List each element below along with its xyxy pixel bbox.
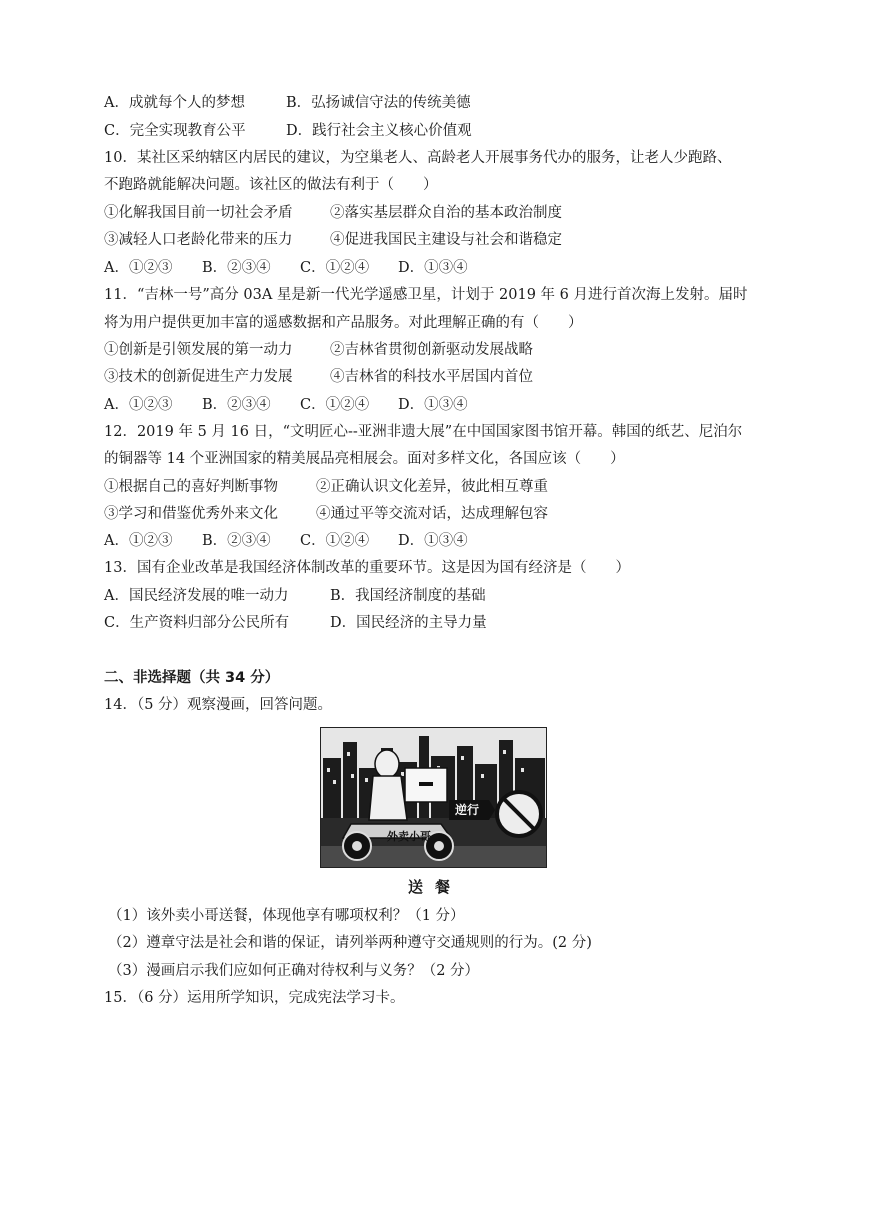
q11-item-4: ④吉林省的科技水平居国内首位 (330, 369, 533, 385)
q13-stem: 13．国有企业改革是我国经济体制改革的重要环节。这是因为国有经济是（ ） (104, 560, 630, 576)
q11-option-a: A．①②③ (104, 397, 173, 413)
q11-option-b: B．②③④ (202, 397, 271, 413)
q12-stem-line-1: 12．2019 年 5 月 16 日，“文明匠心--亚洲非遗大展”在中国国家图书馆开幕。韩国的纸艺、尼泊尔 (104, 424, 743, 440)
q10-option-c: C．①②④ (300, 260, 370, 276)
q11-option-c: C．①②④ (300, 397, 370, 413)
q12-stem-line-2: 的铜器等 14 个亚洲国家的精美展品亮相展会。面对多样文化，各国应该（ ） (104, 451, 625, 467)
q9-option-d: D．践行社会主义核心价值观 (286, 123, 472, 139)
q11-option-d: D．①③④ (398, 397, 468, 413)
q9-option-b: B．弘扬诚信守法的传统美德 (286, 95, 471, 111)
q14-subquestion-3: （3）漫画启示我们应如何正确对待权利与义务？（2 分） (108, 963, 480, 979)
q12-item-2: ②正确认识文化差异，彼此相互尊重 (316, 479, 548, 495)
q10-options-row (104, 258, 468, 278)
q9-option-c: C．完全实现教育公平 (104, 123, 246, 139)
q12-item-3: ③学习和借鉴优秀外来文化 (104, 506, 278, 522)
q11-stem-line-2: 将为用户提供更加丰富的遥感数据和产品服务。对此理解正确的有（ ） (104, 315, 583, 331)
q13-option-c: C．生产资料归部分公民所有 (104, 615, 290, 631)
q12-option-b: B．②③④ (202, 533, 271, 549)
q14-subquestion-2: （2）遵章守法是社会和谐的保证，请列举两种遵守交通规则的行为。(2 分) (108, 935, 592, 951)
q10-option-a: A．①②③ (104, 260, 173, 276)
q13-option-d: D．国民经济的主导力量 (330, 615, 487, 631)
q12-item-1: ①根据自己的喜好判断事物 (104, 479, 278, 495)
q10-item-4: ④促进我国民主建设与社会和谐稳定 (330, 232, 562, 248)
q12-options-row (104, 531, 468, 551)
q14-stem: 14．（5 分）观察漫画，回答问题。 (104, 697, 333, 713)
q13-option-a: A．国民经济发展的唯一动力 (104, 588, 289, 604)
cartoon-caption: 送餐 (408, 878, 463, 896)
q10-option-d: D．①③④ (398, 260, 468, 276)
q13-option-b: B．我国经济制度的基础 (330, 588, 486, 604)
q11-item-1: ①创新是引领发展的第一动力 (104, 342, 293, 358)
q11-item-2: ②吉林省贯彻创新驱动发展战略 (330, 342, 533, 358)
q10-items-row-1 (104, 203, 562, 223)
q11-items-row-2 (104, 367, 533, 387)
cartoon-image (320, 727, 547, 868)
q11-options-row (104, 395, 468, 415)
q13-options-row-2 (104, 613, 487, 633)
q11-item-3: ③技术的创新促进生产力发展 (104, 369, 293, 385)
section-2-title: 二、非选择题（共 34 分） (104, 670, 280, 686)
q12-items-row-2 (104, 504, 548, 524)
q10-option-b: B．②③④ (202, 260, 271, 276)
cartoon-sign-label: 逆行 (455, 803, 480, 817)
q11-stem-line-1: 11．“吉林一号”高分 03A 星是新一代光学遥感卫星，计划于 2019 年 6 月进行首次海上发射。届时 (104, 287, 748, 303)
q10-items-row-2 (104, 230, 562, 250)
q12-item-4: ④通过平等交流对话，达成理解包容 (316, 506, 548, 522)
q10-item-1: ①化解我国目前一切社会矛盾 (104, 205, 293, 221)
q9-options-row-2 (104, 121, 472, 141)
q12-option-d: D．①③④ (398, 533, 468, 549)
q14-subquestion-1: （1）该外卖小哥送餐，体现他享有哪项权利？（1 分） (108, 908, 465, 924)
q12-items-row-1 (104, 477, 548, 497)
q15-stem: 15．（6 分）运用所学知识，完成宪法学习卡。 (104, 990, 405, 1006)
q11-items-row-1 (104, 340, 533, 360)
q10-item-2: ②落实基层群众自治的基本政治制度 (330, 205, 562, 221)
q12-option-c: C．①②④ (300, 533, 370, 549)
q10-stem-line-1: 10．某社区采纳辖区内居民的建议，为空巢老人、高龄老人开展事务代办的服务，让老人少跑路、 (104, 150, 732, 166)
q10-stem-line-2: 不跑路就能解决问题。该社区的做法有利于（ ） (104, 177, 438, 193)
cartoon-delivery-label: 外卖小哥 (387, 830, 431, 843)
q13-options-row-1 (104, 586, 486, 606)
q10-item-3: ③减轻人口老龄化带来的压力 (104, 232, 293, 248)
q9-options-row-1 (104, 93, 471, 113)
q12-option-a: A．①②③ (104, 533, 173, 549)
q9-option-a: A．成就每个人的梦想 (104, 95, 245, 111)
cartoon-drawing (321, 728, 546, 867)
